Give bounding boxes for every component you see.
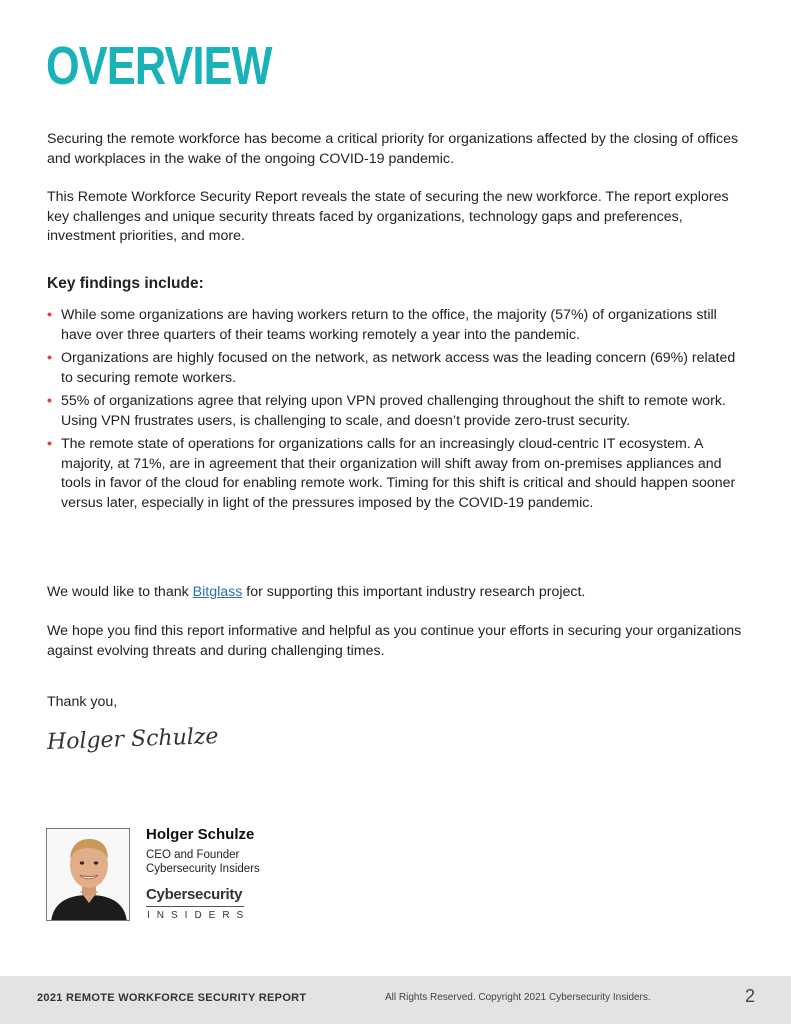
bullet-icon: •: [47, 350, 52, 366]
key-findings-list: [47, 306, 747, 517]
bullet-icon: •: [47, 436, 52, 452]
portrait-icon: [47, 829, 130, 921]
bullet-icon: •: [47, 393, 52, 409]
logo-subtitle: INSIDERS: [147, 910, 251, 921]
finding-text: 55% of organizations agree that relying upon VPN proved challenging throughout the shift to remote work. Using VPN frustrates users, is challenging to scale, and doesn’t provide zero-trust security.: [61, 393, 726, 429]
logo-divider: [146, 906, 244, 907]
thanks-text-after: for supporting this important industry research project.: [242, 584, 586, 600]
author-name: Holger Schulze: [146, 826, 255, 843]
cybersecurity-insiders-logo: Cybersecurity: [146, 886, 243, 903]
list-item: [47, 349, 747, 388]
author-company: Cybersecurity Insiders: [146, 863, 260, 875]
finding-text: Organizations are highly focused on the network, as network access was the leading concern (69%) related to securing remote workers.: [61, 350, 736, 386]
intro-paragraph-2: This Remote Workforce Security Report reveals the state of securing the new workforce. The report explores key challenges and unique security threats faced by organizations, technology gaps and preferences, investment priorities, and more.: [47, 189, 729, 244]
finding-text: While some organizations are having workers return to the office, the majority (57%) of organizations still have over three quarters of their teams working remotely a year into the pandemic.: [61, 307, 717, 343]
footer-copyright: All Rights Reserved. Copyright 2021 Cybersecurity Insiders.: [385, 992, 651, 1003]
list-item: [47, 435, 747, 513]
key-findings-heading: Key findings include:: [47, 275, 204, 292]
thanks-text-before: We would like to thank: [47, 584, 193, 600]
signoff: Thank you,: [47, 694, 118, 710]
page-number: 2: [745, 986, 756, 1006]
bullet-icon: •: [47, 307, 52, 323]
page-title: OVERVIEW: [46, 36, 272, 96]
thanks-paragraph: [47, 583, 747, 603]
list-item: [47, 392, 747, 431]
page-footer: [0, 976, 791, 1024]
list-item: [47, 306, 747, 345]
finding-text: The remote state of operations for organizations calls for an increasingly cloud-centric IT ecosystem. A majority, at 71%, are in agreement that their organization will shift away from on-premises appliances and tools in favor of the cloud for enabling remote work. Timing for this shift is critical and should happen sooner versus later, especially in light of the pressures imposed by the COVID-19 pandemic.: [61, 436, 736, 511]
author-role: CEO and Founder: [146, 849, 240, 861]
bitglass-link[interactable]: Bitglass: [192, 584, 243, 600]
handwritten-signature: Holger Schulze: [46, 724, 219, 755]
closing-paragraph: We hope you find this report informative and helpful as you continue your efforts in securing your organizations against evolving threats and during challenging times.: [47, 623, 742, 659]
author-photo: [46, 828, 130, 921]
footer-report-title: 2021 REMOTE WORKFORCE SECURITY REPORT: [37, 992, 307, 1004]
intro-paragraph-1: Securing the remote workforce has become a critical priority for organizations affected by the closing of offices and workplaces in the wake of the ongoing COVID-19 pandemic.: [47, 131, 739, 167]
